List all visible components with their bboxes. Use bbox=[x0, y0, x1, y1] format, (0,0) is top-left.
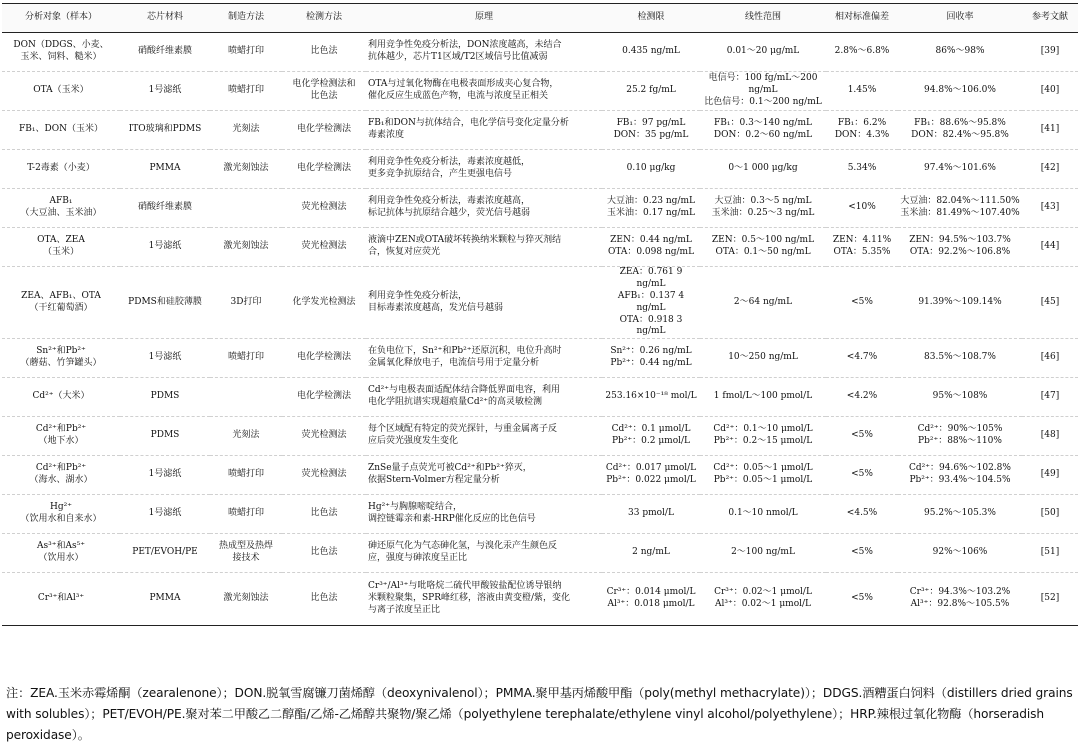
cell-material: 1号滤纸 bbox=[120, 72, 210, 111]
cell-method: 喷蜡打印 bbox=[210, 339, 282, 378]
cell-range: 0～1 000 μg/kg bbox=[700, 150, 826, 189]
cell-method: 喷蜡打印 bbox=[210, 33, 282, 72]
cell-reference: [39] bbox=[1022, 33, 1078, 72]
cell-method: 光刻法 bbox=[210, 111, 282, 150]
header-sample: 分析对象（样本） bbox=[2, 4, 120, 33]
cell-recovery: 94.8%～106.0% bbox=[898, 72, 1022, 111]
cell-rsd: ZEN：4.11% OTA：5.35% bbox=[826, 228, 898, 267]
cell-detection: 荧光检测法 bbox=[282, 456, 366, 495]
cell-rsd: <5% bbox=[826, 267, 898, 339]
table-row bbox=[2, 111, 1078, 150]
cell-material: PDMS bbox=[120, 378, 210, 417]
cell-recovery: ZEN：94.5%～103.7% OTA：92.2%～106.8% bbox=[898, 228, 1022, 267]
table-row bbox=[2, 267, 1078, 339]
cell-lod: Cd²⁺：0.017 μmol/L Pb²⁺：0.022 μmol/L bbox=[602, 456, 700, 495]
table-row bbox=[2, 417, 1078, 456]
cell-range: 0.01～20 μg/mL bbox=[700, 33, 826, 72]
cell-recovery: 95.2%～105.3% bbox=[898, 495, 1022, 534]
cell-recovery: 大豆油：82.04%～111.50% 玉米油：81.49%～107.40% bbox=[898, 189, 1022, 228]
table-note: 注：ZEA.玉米赤霉烯酮（zearalenone）；DON.脱氧雪腐镰刀菌烯醇（deoxynivalenol）；PMMA.聚甲基丙烯酸甲酯（poly(methyl methacrylate)）；DDGS.酒糟蛋白饲料（distillers dried grains with solubles）；PET/EVOH/PE.聚对苯二甲酸乙二醇酯/乙烯-乙烯醇共聚物/聚乙烯（polyethylene terephalate/ethylene vinyl alcohol/polyethylene）；HRP.辣根过氧化物酶（horseradish peroxidase）。 bbox=[6, 686, 1073, 742]
cell-reference: [51] bbox=[1022, 534, 1078, 573]
cell-rsd: <4.5% bbox=[826, 495, 898, 534]
cell-material: ITO玻璃和PDMS bbox=[120, 111, 210, 150]
cell-detection: 荧光检测法 bbox=[282, 417, 366, 456]
table-row bbox=[2, 33, 1078, 72]
table-row bbox=[2, 573, 1078, 626]
header-rsd: 相对标准偏差 bbox=[826, 4, 898, 33]
cell-range: 2～64 ng/mL bbox=[700, 267, 826, 339]
cell-method: 3D打印 bbox=[210, 267, 282, 339]
cell-rsd: FB₁：6.2% DON：4.3% bbox=[826, 111, 898, 150]
cell-method bbox=[210, 189, 282, 228]
cell-material: 1号滤纸 bbox=[120, 495, 210, 534]
table-row bbox=[2, 495, 1078, 534]
cell-rsd: <10% bbox=[826, 189, 898, 228]
cell-rsd: <5% bbox=[826, 534, 898, 573]
cell-detection: 比色法 bbox=[282, 495, 366, 534]
cell-material: PMMA bbox=[120, 573, 210, 626]
cell-principle: 利用竞争性免疫分析法， 目标毒素浓度越高，发光信号越弱 bbox=[366, 267, 602, 339]
cell-sample: Cd²⁺和Pb²⁺ （地下水） bbox=[2, 417, 120, 456]
cell-rsd: <4.7% bbox=[826, 339, 898, 378]
cell-range: ZEN：0.5～100 ng/mL OTA：0.1～50 ng/mL bbox=[700, 228, 826, 267]
cell-sample: Hg²⁺ （饮用水和自来水） bbox=[2, 495, 120, 534]
cell-detection: 电化学检测法 bbox=[282, 339, 366, 378]
cell-recovery: 86%～98% bbox=[898, 33, 1022, 72]
cell-recovery: 97.4%～101.6% bbox=[898, 150, 1022, 189]
cell-detection: 比色法 bbox=[282, 33, 366, 72]
cell-material: 硝酸纤维素膜 bbox=[120, 189, 210, 228]
cell-principle: OTA与过氧化物酶在电极表面形成夹心复合物， 催化反应生成蓝色产物，电流与浓度呈正相关 bbox=[366, 72, 602, 111]
cell-reference: [43] bbox=[1022, 189, 1078, 228]
header-material: 芯片材料 bbox=[120, 4, 210, 33]
cell-method: 激光刻蚀法 bbox=[210, 228, 282, 267]
cell-rsd: 2.8%～6.8% bbox=[826, 33, 898, 72]
cell-reference: [49] bbox=[1022, 456, 1078, 495]
cell-sample: ZEA、AFB₁、OTA （干红葡萄酒） bbox=[2, 267, 120, 339]
cell-sample: AFB₁ （大豆油、玉米油） bbox=[2, 189, 120, 228]
cell-method: 喷蜡打印 bbox=[210, 72, 282, 111]
cell-lod: Sn²⁺：0.26 ng/mL Pb²⁺：0.44 ng/mL bbox=[602, 339, 700, 378]
cell-material: 1号滤纸 bbox=[120, 228, 210, 267]
cell-lod: Cr³⁺：0.014 μmol/L Al³⁺：0.018 μmol/L bbox=[602, 573, 700, 626]
header-detection: 检测方法 bbox=[282, 4, 366, 33]
cell-sample: Cd²⁺（大米） bbox=[2, 378, 120, 417]
cell-sample: As³⁺和As⁵⁺ （饮用水） bbox=[2, 534, 120, 573]
cell-detection: 电化学检测法 bbox=[282, 111, 366, 150]
table-row bbox=[2, 72, 1078, 111]
cell-material: PET/EVOH/PE bbox=[120, 534, 210, 573]
cell-detection: 化学发光检测法 bbox=[282, 267, 366, 339]
cell-lod: 253.16×10⁻¹⁸ mol/L bbox=[602, 378, 700, 417]
cell-sample: OTA、ZEA （玉米） bbox=[2, 228, 120, 267]
table-row bbox=[2, 339, 1078, 378]
cell-principle: 每个区域配有特定的荧光探针，与重金属离子反 应后荧光强度发生变化 bbox=[366, 417, 602, 456]
cell-principle: 利用竞争性免疫分析法，DON浓度越高，未结合 抗体越少，芯片T1区域/T2区域信号比值减弱 bbox=[366, 33, 602, 72]
cell-principle: ZnSe量子点荧光可被Cd²⁺和Pb²⁺猝灭， 依据Stern-Volmer方程定量分析 bbox=[366, 456, 602, 495]
cell-detection: 荧光检测法 bbox=[282, 228, 366, 267]
table-row bbox=[2, 228, 1078, 267]
cell-lod: 大豆油：0.23 ng/mL 玉米油：0.17 ng/mL bbox=[602, 189, 700, 228]
cell-range: 1 fmol/L～100 pmol/L bbox=[700, 378, 826, 417]
cell-detection: 电化学检测法 bbox=[282, 150, 366, 189]
cell-method bbox=[210, 378, 282, 417]
cell-range: 2～100 ng/mL bbox=[700, 534, 826, 573]
table-row bbox=[2, 189, 1078, 228]
cell-principle: 在负电位下，Sn²⁺和Pb²⁺还原沉积，电位升高时 金属氧化释放电子，电流信号用于定量分析 bbox=[366, 339, 602, 378]
cell-lod: ZEN：0.44 ng/mL OTA：0.098 ng/mL bbox=[602, 228, 700, 267]
cell-reference: [42] bbox=[1022, 150, 1078, 189]
cell-sample: Cd²⁺和Pb²⁺ （海水、湖水） bbox=[2, 456, 120, 495]
cell-recovery: Cr³⁺：94.3%～103.2% Al³⁺：92.8%～105.5% bbox=[898, 573, 1022, 626]
cell-lod: 2 ng/mL bbox=[602, 534, 700, 573]
cell-lod: FB₁：97 pg/mL DON：35 pg/mL bbox=[602, 111, 700, 150]
cell-rsd: <4.2% bbox=[826, 378, 898, 417]
cell-range: Cd²⁺：0.1～10 μmol/L Pb²⁺：0.2～15 μmol/L bbox=[700, 417, 826, 456]
cell-lod: 25.2 fg/mL bbox=[602, 72, 700, 111]
cell-sample: Sn²⁺和Pb²⁺ （蘑菇、竹笋罐头） bbox=[2, 339, 120, 378]
cell-rsd: 5.34% bbox=[826, 150, 898, 189]
cell-method: 激光刻蚀法 bbox=[210, 573, 282, 626]
cell-principle: 利用竞争性免疫分析法，毒素浓度越高， 标记抗体与抗原结合越少，荧光信号越弱 bbox=[366, 189, 602, 228]
cell-principle: 利用竞争性免疫分析法，毒素浓度越低， 更多竞争抗原结合，产生更强电信号 bbox=[366, 150, 602, 189]
header-recovery: 回收率 bbox=[898, 4, 1022, 33]
header-principle: 原理 bbox=[366, 4, 602, 33]
cell-reference: [45] bbox=[1022, 267, 1078, 339]
cell-lod: Cd²⁺：0.1 μmol/L Pb²⁺：0.2 μmol/L bbox=[602, 417, 700, 456]
cell-sample: DON（DDGS、小麦、 玉米、饲料、糙米） bbox=[2, 33, 120, 72]
cell-recovery: Cd²⁺：94.6%～102.8% Pb²⁺：93.4%～104.5% bbox=[898, 456, 1022, 495]
cell-material: PDMS bbox=[120, 417, 210, 456]
cell-rsd: <5% bbox=[826, 417, 898, 456]
cell-principle: Hg²⁺与胸腺嘧啶结合， 调控链霉亲和素-HRP催化反应的比色信号 bbox=[366, 495, 602, 534]
cell-sample: FB₁、DON（玉米） bbox=[2, 111, 120, 150]
cell-rsd: <5% bbox=[826, 456, 898, 495]
cell-detection: 比色法 bbox=[282, 573, 366, 626]
cell-range: Cd²⁺：0.05～1 μmol/L Pb²⁺：0.05～1 μmol/L bbox=[700, 456, 826, 495]
cell-sample: OTA（玉米） bbox=[2, 72, 120, 111]
cell-material: 1号滤纸 bbox=[120, 339, 210, 378]
cell-detection: 电化学检测法和 比色法 bbox=[282, 72, 366, 111]
table-row bbox=[2, 534, 1078, 573]
cell-lod: 0.10 μg/kg bbox=[602, 150, 700, 189]
cell-reference: [47] bbox=[1022, 378, 1078, 417]
cell-range: 0.1～10 nmol/L bbox=[700, 495, 826, 534]
cell-material: PMMA bbox=[120, 150, 210, 189]
cell-reference: [52] bbox=[1022, 573, 1078, 626]
header-range: 线性范围 bbox=[700, 4, 826, 33]
header-lod: 检测限 bbox=[602, 4, 700, 33]
cell-reference: [48] bbox=[1022, 417, 1078, 456]
cell-material: 1号滤纸 bbox=[120, 456, 210, 495]
table-header-row bbox=[2, 4, 1078, 33]
cell-reference: [40] bbox=[1022, 72, 1078, 111]
cell-rsd: 1.45% bbox=[826, 72, 898, 111]
cell-method: 光刻法 bbox=[210, 417, 282, 456]
cell-detection: 电化学检测法 bbox=[282, 378, 366, 417]
header-reference: 参考文献 bbox=[1022, 4, 1078, 33]
cell-lod: ZEA：0.761 9 ng/mL AFB₁：0.137 4 ng/mL OTA：0.918 3 ng/mL bbox=[602, 267, 700, 339]
cell-principle: FB₁和DON与抗体结合，电化学信号变化定量分析 毒素浓度 bbox=[366, 111, 602, 150]
cell-detection: 比色法 bbox=[282, 534, 366, 573]
cell-recovery: FB₁：88.6%～95.8% DON：82.4%～95.8% bbox=[898, 111, 1022, 150]
cell-recovery: 95%～108% bbox=[898, 378, 1022, 417]
cell-principle: 砷还原气化为气态砷化氢，与溴化汞产生颜色反 应，强度与砷浓度呈正比 bbox=[366, 534, 602, 573]
cell-range: 大豆油：0.3～5 ng/mL 玉米油：0.25～3 ng/mL bbox=[700, 189, 826, 228]
table-row bbox=[2, 378, 1078, 417]
cell-range: 电信号：100 fg/mL～200 ng/mL 比色信号：0.1～200 ng/mL bbox=[700, 72, 826, 111]
cell-recovery: 83.5%～108.7% bbox=[898, 339, 1022, 378]
cell-reference: [44] bbox=[1022, 228, 1078, 267]
cell-principle: Cr³⁺/Al³⁺与吡咯烷二硫代甲酸铵盐配位诱导银纳 米颗粒聚集，SPR峰红移，溶液由黄变橙/紫，变化 与离子浓度呈正比 bbox=[366, 573, 602, 626]
cell-range: FB₁：0.3～140 ng/mL DON：0.2～60 ng/mL bbox=[700, 111, 826, 150]
cell-sample: T-2毒素（小麦） bbox=[2, 150, 120, 189]
header-method: 制造方法 bbox=[210, 4, 282, 33]
cell-reference: [46] bbox=[1022, 339, 1078, 378]
cell-method: 热成型及热焊 接技术 bbox=[210, 534, 282, 573]
cell-method: 激光刻蚀法 bbox=[210, 150, 282, 189]
table-body bbox=[2, 33, 1078, 626]
cell-recovery: 92%～106% bbox=[898, 534, 1022, 573]
cell-sample: Cr³⁺和Al³⁺ bbox=[2, 573, 120, 626]
table-row bbox=[2, 456, 1078, 495]
cell-method: 喷蜡打印 bbox=[210, 456, 282, 495]
cell-range: Cr³⁺：0.02～1 μmol/L Al³⁺：0.02～1 μmol/L bbox=[700, 573, 826, 626]
cell-material: PDMS和硅胶薄膜 bbox=[120, 267, 210, 339]
comparison-table bbox=[2, 3, 1078, 626]
cell-detection: 荧光检测法 bbox=[282, 189, 366, 228]
cell-range: 10～250 ng/mL bbox=[700, 339, 826, 378]
cell-lod: 0.435 ng/mL bbox=[602, 33, 700, 72]
cell-rsd: <5% bbox=[826, 573, 898, 626]
cell-reference: [50] bbox=[1022, 495, 1078, 534]
cell-principle: Cd²⁺与电极表面适配体结合降低界面电容，利用 电化学阻抗谱实现超痕量Cd²⁺的高灵敏检测 bbox=[366, 378, 602, 417]
cell-lod: 33 pmol/L bbox=[602, 495, 700, 534]
cell-method: 喷蜡打印 bbox=[210, 495, 282, 534]
cell-reference: [41] bbox=[1022, 111, 1078, 150]
cell-material: 硝酸纤维素膜 bbox=[120, 33, 210, 72]
cell-recovery: 91.39%～109.14% bbox=[898, 267, 1022, 339]
cell-principle: 液滴中ZEN或OTA破坏转换纳米颗粒与猝灭剂结 合，恢复对应荧光 bbox=[366, 228, 602, 267]
table-row bbox=[2, 150, 1078, 189]
cell-recovery: Cd²⁺：90%～105% Pb²⁺：88%～110% bbox=[898, 417, 1022, 456]
